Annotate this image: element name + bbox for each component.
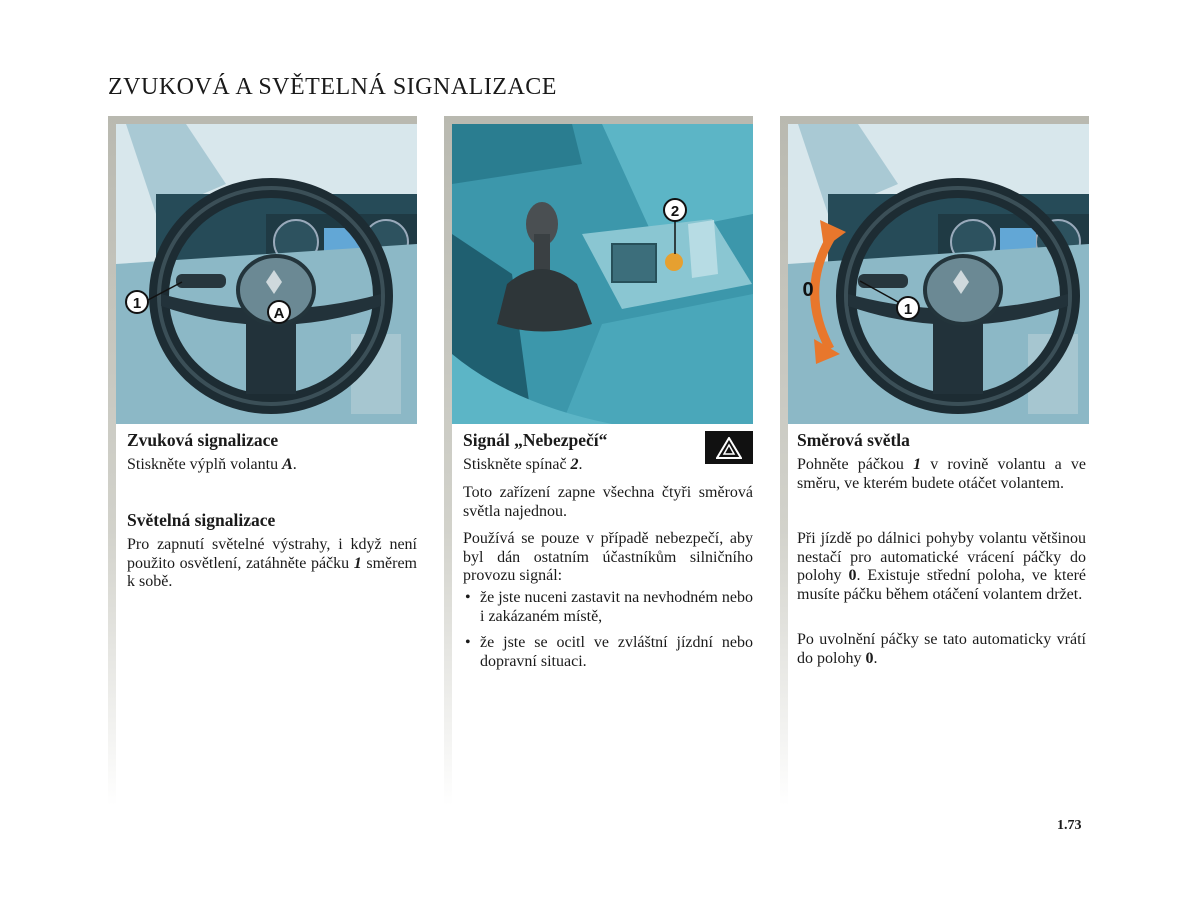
- page-number: 1.73: [1057, 818, 1082, 833]
- turn-signal-highway: Při jízdě po dálnici pohyby volantu většinou nestačí pro automatické vrácení páčky do polohy 0. Existuje střední poloha, ve které musíte páčku během otáčení volantem držet.: [797, 530, 1086, 603]
- light-signal-text: Pro zapnutí světelné výstrahy, i když není použito osvětlení, zatáhněte páčku 1 směrem k sobě.: [127, 536, 417, 590]
- callout-1: 1: [132, 295, 142, 312]
- turn-signal-release: Po uvolnění páčky se tato automaticky vrátí do polohy 0.: [797, 631, 1086, 667]
- hazard-switch-illustration: [452, 124, 753, 424]
- hazard-instruction: Stiskněte spínač 2.: [463, 456, 583, 473]
- page-title: ZVUKOVÁ A SVĚTELNÁ SIGNALIZACE: [108, 74, 557, 100]
- column-left-rule: [444, 116, 452, 806]
- light-signal-title: Světelná signalizace: [127, 510, 276, 530]
- column-top-bar: [108, 116, 417, 124]
- column-top-bar: [780, 116, 1089, 124]
- column-top-bar: [444, 116, 753, 124]
- turn-signal-instruction: Pohněte páčkou 1 v rovině volantu a ve směru, ve kterém budete otáčet volantem.: [797, 456, 1087, 492]
- callout-0: 0: [802, 279, 814, 301]
- column-left-rule: [780, 116, 788, 806]
- turn-signal-illustration: [788, 124, 1089, 424]
- callout-2: 2: [670, 203, 680, 220]
- steering-wheel-horn-illustration: [116, 124, 417, 424]
- callout-1: 1: [903, 301, 913, 318]
- horn-text: Stiskněte výplň volantu A.: [127, 456, 297, 473]
- list-item: • že jste se ocitl ve zvláštní jízdní nebo dopravní situaci.: [463, 634, 753, 671]
- column-left-rule: [108, 116, 116, 806]
- horn-title: Zvuková signalizace: [127, 430, 279, 450]
- callout-a: A: [273, 305, 285, 322]
- hazard-usage-list: [463, 589, 753, 679]
- hazard-usage: Používá se pouze v případě nebezpečí, aby byl dán ostatním účastníkům silničního provozu signál:: [463, 530, 753, 584]
- list-item: • že jste nuceni zastavit na nevhodném nebo i zakázaném místě,: [463, 589, 753, 626]
- turn-signal-title: Směrová světla: [797, 430, 910, 450]
- hazard-description: Toto zařízení zapne všechna čtyři směrová světla najednou.: [463, 484, 753, 520]
- hazard-title: Signál „Nebezpečí“: [463, 430, 608, 450]
